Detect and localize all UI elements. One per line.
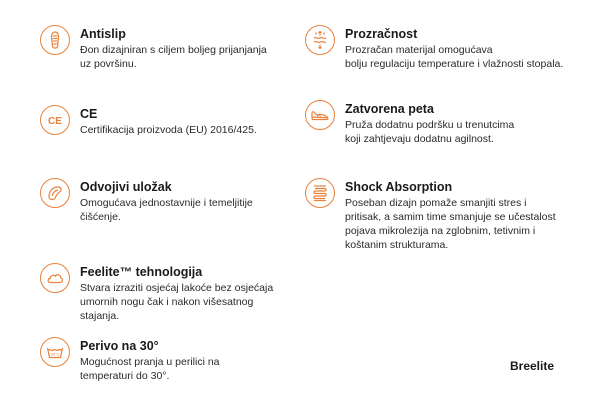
feature-title: Shock Absorption [345,180,453,194]
sole-icon [40,25,70,55]
insole-icon [40,178,70,208]
feature-title: Feelite™ tehnologija [80,265,203,279]
breathable-icon [305,25,335,55]
feature-title: Odvojivi uložak [80,180,172,194]
feature-description: Certifikacija proizvoda (EU) 2016/425. [80,124,257,136]
feature-description: Stvara izraziti osjećaj lakoće bez osjećaja umornih nogu čak i nakon višesatnog stajanja. [80,282,274,322]
feature-title: Prozračnost [345,27,418,41]
feature-shock-absorption [305,177,556,252]
feature-title: Antislip [80,27,126,41]
feature-feelite [40,262,273,323]
feature-description: Pruža dodatnu podršku u trenutcima koji zahtjevaju dodatnu agilnost. [345,119,515,145]
feature-title: CE [80,107,98,121]
svg-text:CE: CE [48,116,62,127]
closed-heel-shoe-icon [305,100,335,130]
feature-antislip [40,24,267,71]
wash-30-icon [40,337,70,367]
spring-icon [305,178,335,208]
cloud-icon [40,263,70,293]
feature-title: Zatvorena peta [345,102,434,116]
feature-ce [40,104,257,137]
feature-closed-heel [305,99,514,146]
feature-description: Poseban dizajn pomaže smanjiti stres i pritisak, a samim time smanjuje se učestalost pojava mikrolezija na zglobnim, tetivnim i koštanim strukturama. [345,197,556,251]
feature-insole [40,177,253,224]
feature-description: Omogućava jednostavnije i temeljitije čišćenje. [80,197,253,223]
feature-description: Mogućnost pranja u perilici na temperaturi do 30°. [80,356,220,382]
feature-breathable [305,24,563,71]
feature-description: Prozračan materijal omogućava bolju regulaciju temperature i vlažnosti stopala. [345,44,564,70]
feature-washable [40,336,220,383]
ce-mark-icon [40,105,70,135]
svg-text:30°C: 30°C [50,351,60,357]
brand-name: Breelite [510,359,555,373]
feature-description: Đon dizajniran s ciljem boljeg prijanjanja uz površinu. [80,44,267,70]
feature-title: Perivo na 30° [80,339,159,353]
